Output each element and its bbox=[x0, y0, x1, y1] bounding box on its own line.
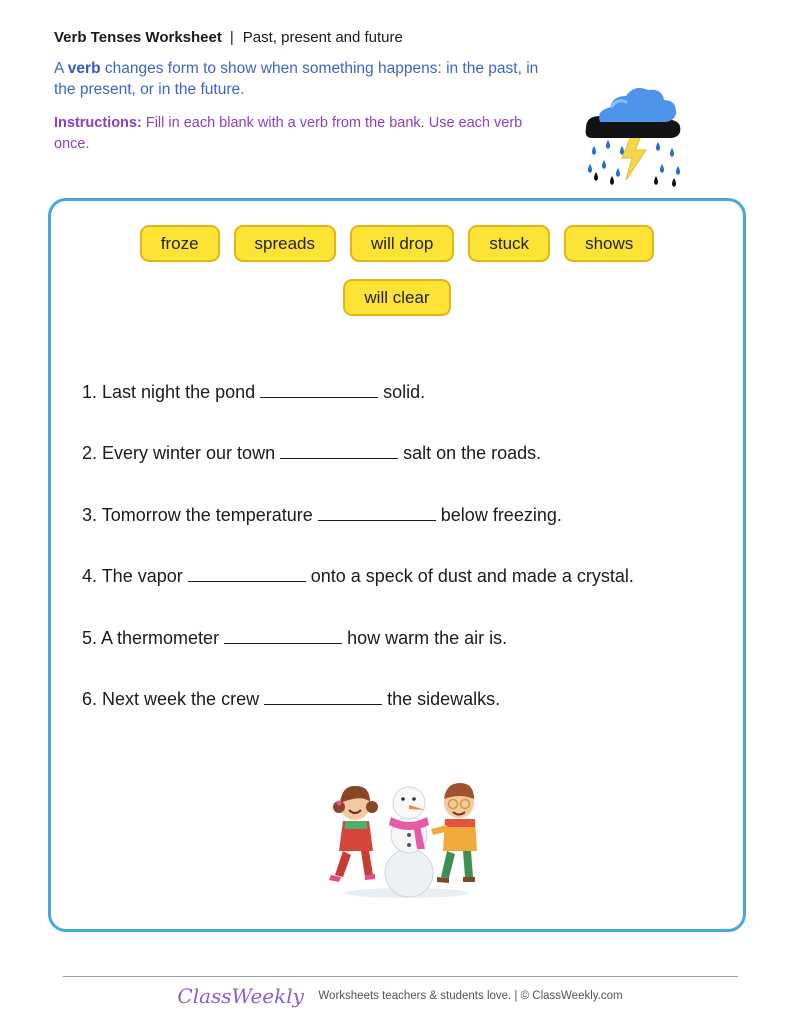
question-list bbox=[82, 379, 634, 747]
instructions-text bbox=[54, 113, 544, 155]
question-text: 6. Next week the crew bbox=[82, 688, 260, 709]
answer-blank[interactable] bbox=[264, 686, 382, 705]
word-chip-stuck: stuck bbox=[468, 225, 550, 262]
question-text: salt on the roads. bbox=[403, 443, 542, 464]
question-5 bbox=[82, 625, 634, 686]
question-1 bbox=[82, 379, 634, 440]
question-text: 1. Last night the pond bbox=[82, 382, 256, 402]
word-chip-shows: shows bbox=[564, 225, 654, 262]
word-chip-spreads: spreads bbox=[234, 225, 336, 262]
intro-text bbox=[54, 58, 554, 100]
answer-blank[interactable] bbox=[318, 502, 436, 521]
intro-body: changes form to show when something happens: in the past, in the present, or in the future. bbox=[54, 60, 539, 98]
word-chip-will-clear: will clear bbox=[343, 279, 450, 316]
worksheet-subtitle: Past, present and future bbox=[242, 29, 403, 46]
footer bbox=[0, 984, 800, 1008]
brand-logo: ClassWeekly bbox=[177, 984, 304, 1008]
question-2 bbox=[82, 440, 634, 501]
worksheet-panel bbox=[48, 198, 746, 932]
footer-tagline: Worksheets teachers & students love. | © ClassWeekly.com bbox=[318, 990, 623, 1002]
answer-blank[interactable] bbox=[224, 625, 342, 644]
intro-keyword: verb bbox=[67, 60, 101, 77]
intro-prefix: A bbox=[54, 60, 64, 77]
question-4 bbox=[82, 563, 634, 624]
footer-divider bbox=[63, 976, 738, 977]
answer-blank[interactable] bbox=[280, 440, 398, 459]
answer-blank[interactable] bbox=[260, 379, 378, 398]
word-bank-row-2 bbox=[51, 279, 743, 316]
word-chip-froze: froze bbox=[140, 225, 220, 262]
question-text: 5. A thermometer bbox=[82, 627, 220, 648]
word-bank-row-1 bbox=[51, 225, 743, 262]
question-text: how warm the air is. bbox=[347, 627, 508, 648]
worksheet-header bbox=[54, 28, 403, 48]
question-text: 4. The vapor bbox=[82, 566, 183, 587]
question-text: below freezing. bbox=[440, 504, 562, 525]
instructions-body: Fill in each blank with a verb from the bank. Use each verb once. bbox=[54, 115, 523, 152]
worksheet-title: Verb Tenses Worksheet bbox=[54, 29, 222, 46]
instructions-label: Instructions: bbox=[54, 115, 142, 131]
question-text: the sidewalks. bbox=[387, 688, 501, 709]
question-text: onto a speck of dust and made a crystal. bbox=[310, 566, 634, 587]
question-text: solid. bbox=[383, 382, 426, 402]
question-text: 2. Every winter our town bbox=[82, 443, 276, 464]
word-chip-will-drop: will drop bbox=[350, 225, 454, 262]
question-6 bbox=[82, 686, 634, 747]
answer-blank[interactable] bbox=[188, 563, 306, 582]
question-text: 3. Tomorrow the temperature bbox=[82, 504, 313, 525]
question-3 bbox=[82, 502, 634, 563]
header-divider: | bbox=[229, 29, 234, 46]
rain-cloud-lightning-icon bbox=[578, 84, 690, 190]
kids-snowman-illustration bbox=[321, 777, 489, 899]
